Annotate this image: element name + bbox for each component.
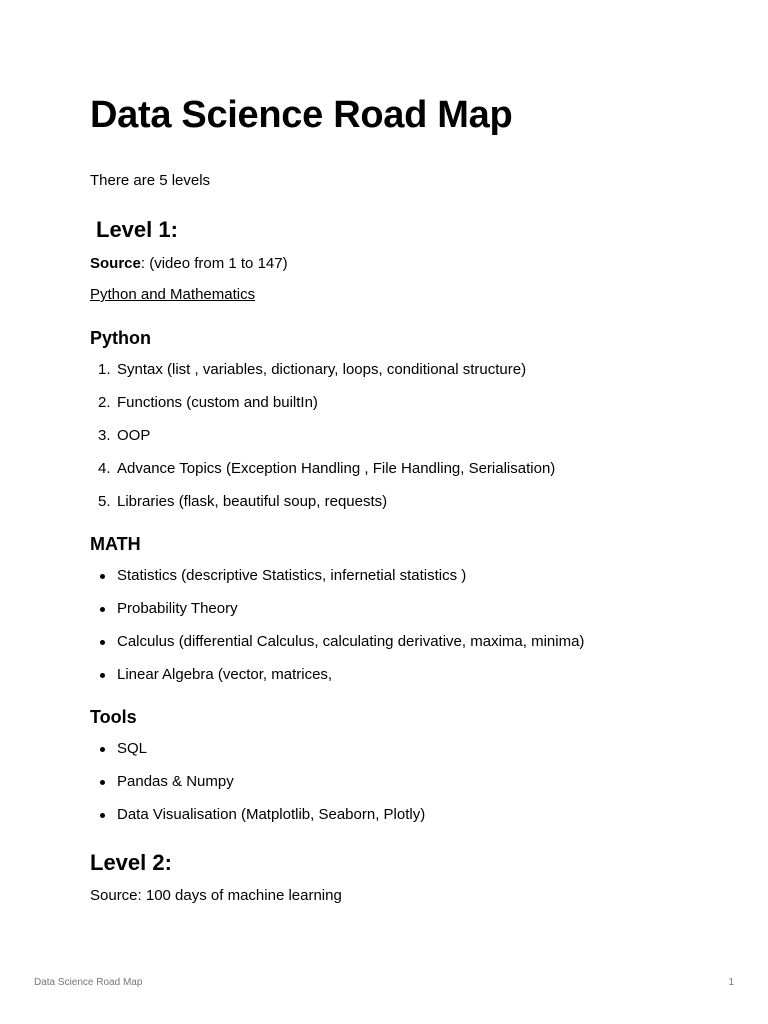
list-item xyxy=(90,394,555,427)
list-item xyxy=(90,806,425,839)
bullet-icon xyxy=(100,673,105,678)
list-item xyxy=(90,567,584,600)
list-item xyxy=(90,666,584,699)
list-item xyxy=(90,460,555,493)
list-item-text: Libraries (flask, beautiful soup, requests) xyxy=(117,493,388,510)
list-number: 5. xyxy=(98,493,111,510)
tools-heading: Tools xyxy=(90,707,137,727)
math-list xyxy=(90,567,584,699)
list-number: 4. xyxy=(98,460,111,477)
intro-text: There are 5 levels xyxy=(90,172,211,189)
source-text: : (video from 1 to 147) xyxy=(140,255,288,272)
list-item-text: OOP xyxy=(117,427,151,444)
bullet-icon xyxy=(100,607,105,612)
list-item-text: SQL xyxy=(117,740,148,757)
list-number: 1. xyxy=(98,361,111,378)
list-item-text: Statistics (descriptive Statistics, infernetial statistics ) xyxy=(117,567,467,584)
bullet-icon xyxy=(100,640,105,645)
list-item-text: Data Visualisation (Matplotlib, Seaborn, Plotly) xyxy=(117,806,426,823)
level-2-heading: Level 2: xyxy=(90,850,172,875)
level-2-source: Source: 100 days of machine learning xyxy=(90,887,342,904)
list-item xyxy=(90,600,584,633)
list-item-text: Calculus (differential Calculus, calculating derivative, maxima, minima) xyxy=(117,633,585,650)
list-item-text: Functions (custom and builtIn) xyxy=(117,394,318,411)
list-number: 2. xyxy=(98,394,111,411)
list-item-text: Syntax (list , variables, dictionary, loops, conditional structure) xyxy=(117,361,527,378)
bullet-icon xyxy=(100,813,105,818)
list-item xyxy=(90,633,584,666)
bullet-icon xyxy=(100,747,105,752)
list-item-text: Linear Algebra (vector, matrices, xyxy=(117,666,333,683)
list-item-text: Advance Topics (Exception Handling , File Handling, Serialisation) xyxy=(117,460,556,477)
python-heading: Python xyxy=(90,328,151,348)
list-item xyxy=(90,361,555,394)
tools-list xyxy=(90,740,425,839)
python-list xyxy=(90,361,555,526)
footer-doc-name: Data Science Road Map xyxy=(34,977,143,988)
list-item xyxy=(90,773,425,806)
bullet-icon xyxy=(100,574,105,579)
list-item-text: Probability Theory xyxy=(117,600,238,617)
list-item xyxy=(90,740,425,773)
level-1-heading: Level 1: xyxy=(96,217,178,242)
python-and-mathematics-link[interactable]: Python and Mathematics xyxy=(90,286,256,303)
level-1-source xyxy=(90,255,288,272)
list-number: 3. xyxy=(98,427,111,444)
list-item xyxy=(90,427,555,460)
footer-page-number: 1 xyxy=(728,977,734,988)
bullet-icon xyxy=(100,780,105,785)
source-label: Source xyxy=(90,255,141,272)
page-title: Data Science Road Map xyxy=(90,94,513,136)
math-heading: MATH xyxy=(90,534,141,554)
level-1-link-row xyxy=(90,286,255,303)
list-item-text: Pandas & Numpy xyxy=(117,773,234,790)
list-item xyxy=(90,493,555,526)
